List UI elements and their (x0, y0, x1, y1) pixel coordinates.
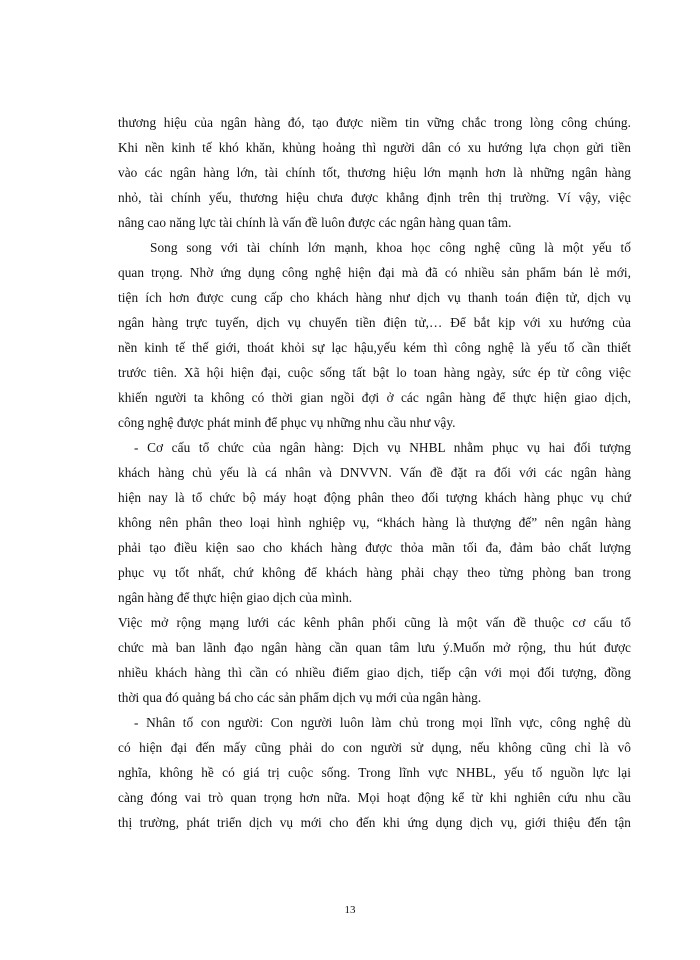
text-line: vào các ngân hàng lớn, tài chính tốt, thương hiệu lớn mạnh hơn là những ngân hàng (118, 165, 631, 180)
text-line: ngân hàng trực tuyến, dịch vụ chuyển tiền điện tử,… Để bắt kịp với xu hướng của (118, 315, 631, 330)
text-line: ngân hàng để thực hiện giao dịch của mình. (118, 590, 353, 605)
text-line: quan trọng. Nhờ ứng dụng công nghệ hiện đại mà đã có nhiều sản phẩm bán lẻ mới, (118, 265, 631, 280)
text-line: chức mà ban lãnh đạo ngân hàng cần quan tâm lưu ý.Muốn mở rộng, thu hút được (118, 640, 631, 655)
text-line: nền kinh tế thế giới, thoát khỏi sự lạc hậu,yếu kém thì công nghệ là yếu tố cần thiết (118, 340, 631, 355)
text-line: nghĩa, không hề có giá trị cuộc sống. Trong lĩnh vực NHBL, yếu tố nguồn lực lại (118, 765, 631, 780)
text-line: hiện nay là tổ chức bộ máy hoạt động phân theo đối tượng khách hàng phục vụ chứ (118, 490, 631, 505)
text-line: nâng cao năng lực tài chính là vấn đề luôn được các ngân hàng quan tâm. (118, 215, 512, 230)
text-line: không nên phân theo loại hình nghiệp vụ, “khách hàng là thượng đế” nên ngân hàng (118, 515, 631, 530)
text-line: khiến người ta không có thời gian ngồi đợi ở các ngân hàng để thực hiện giao dịch, (118, 390, 631, 405)
page-number: 13 (344, 904, 356, 916)
text-line: - Cơ cấu tổ chức của ngân hàng: Dịch vụ NHBL nhằm phục vụ hai đối tượng (134, 440, 631, 455)
text-line: Song song với tài chính lớn mạnh, khoa học công nghệ cũng là một yếu tố (150, 240, 631, 255)
text-line: nhiều khách hàng thì cần có nhiều điểm giao dịch, tiếp cận với mọi đối tượng, đồng (118, 665, 631, 680)
text-line: thời qua đó quảng bá cho các sản phẩm dịch vụ mới của ngân hàng. (118, 690, 482, 705)
text-line: - Nhân tố con người: Con người luôn làm chủ trong mọi lĩnh vực, công nghệ dù (134, 715, 631, 730)
text-line: thương hiệu của ngân hàng đó, tạo được niềm tin vững chắc trong lòng công chúng. (118, 115, 631, 130)
text-line: tiện ích hơn được cung cấp cho khách hàng như dịch vụ thanh toán điện tử, dịch vụ (118, 290, 631, 305)
text-line: Việc mở rộng mạng lưới các kênh phân phối cũng là một vấn đề thuộc cơ cấu tổ (118, 615, 631, 630)
text-line: phục vụ tốt nhất, chứ không để khách hàng phải chạy theo từng phòng ban trong (118, 565, 631, 580)
text-line: càng đóng vai trò quan trọng hơn nữa. Mọi hoạt động kể từ khi nghiên cứu nhu cầu (118, 790, 631, 805)
text-line: phải tạo điều kiện sao cho khách hàng được thỏa mãn tối đa, đảm bảo chất lượng (118, 540, 631, 555)
text-line: nhỏ, tài chính yếu, thương hiệu chưa được khẳng định trên thị trường. Ví vậy, việc (118, 190, 631, 205)
text-line: Khi nền kinh tế khó khăn, khủng hoảng thì người dân có xu hướng lựa chọn gửi tiền (118, 140, 631, 155)
text-line: thị trường, phát triển dịch vụ mới cho đến khi ứng dụng dịch vụ, giới thiệu đến tận (118, 815, 631, 830)
text-line: trước tiên. Xã hội hiện đại, cuộc sống tất bật lo toan hàng ngày, sức ép từ công việc (118, 365, 631, 380)
text-line: khách hàng chủ yếu là cá nhân và DNVVN. Vấn đề đặt ra đối với các ngân hàng (118, 465, 631, 480)
text-line: công nghệ được phát minh để phục vụ những nhu cầu như vậy. (118, 415, 456, 430)
text-line: có hiện đại đến mấy cũng phải do con người sử dụng, nếu không cũng chỉ là vô (118, 740, 631, 755)
